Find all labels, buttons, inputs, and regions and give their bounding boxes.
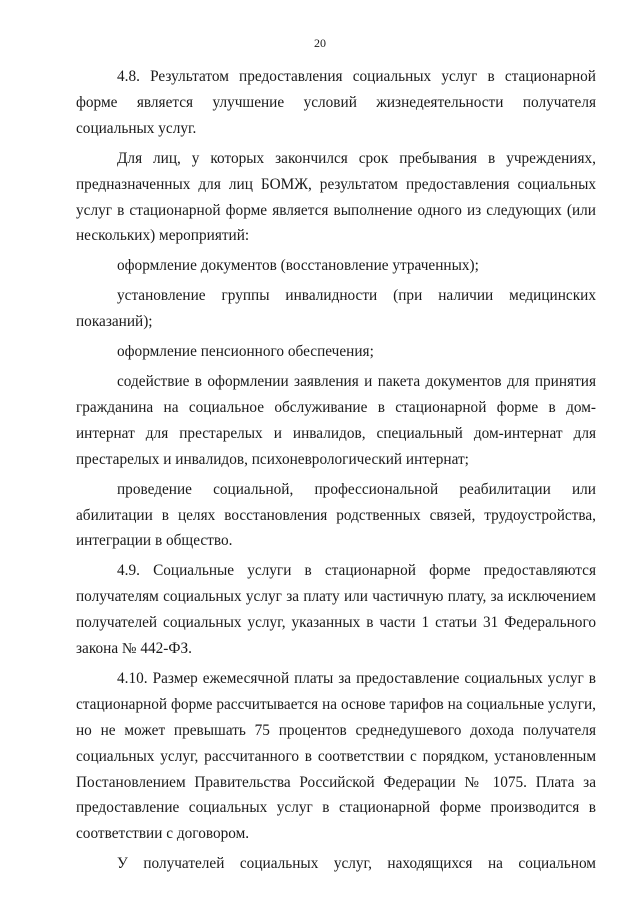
paragraph-continued: У получателей социальных услуг, находящихся на социальном xyxy=(117,855,596,873)
paragraph-4-10: 4.10. Размер ежемесячной платы за предоставление социальных услуг в стационарной форме рассчитывается на основе тарифов на социальные услуги, но не может превышать 75 процентов среднедушевого дохода получателя социальных услуг, рассчитанного в соответствии с порядком, установленным Постановлением Правительства Российской Федерации № 1075. Плата за предоставление социальных услуг в стационарной форме производится в соответствии с договором. xyxy=(76,669,596,843)
page-number: 20 xyxy=(314,36,326,50)
list-item-disability: установление группы инвалидности (при наличии медицинских показаний); xyxy=(76,287,596,331)
list-item-pension: оформление пенсионного обеспечения; xyxy=(117,343,374,361)
list-item-documents: оформление документов (восстановление утраченных); xyxy=(117,257,479,275)
paragraph-4-8: 4.8. Результатом предоставления социальных услуг в стационарной форме является улучшение условий жизнедеятельности получателя социальных услуг. xyxy=(76,68,596,137)
list-item-rehabilitation: проведение социальной, профессиональной реабилитации или абилитации в целях восстановления родственных связей, трудоустройства, интеграции в общество. xyxy=(76,480,596,550)
list-item-application-assistance: содействие в оформлении заявления и пакета документов для принятия гражданина на социальное обслуживание в стационарной форме в дом-интернат для престарелых и инвалидов, специальный дом-интернат для престарелых и инвалидов, психоневрологический интернат; xyxy=(76,372,596,468)
paragraph-bomzh-results: Для лиц, у которых закончился срок пребывания в учреждениях, предназначенных для лиц БОМЖ, результатом предоставления социальных услуг в стационарной форме является выполнение одного из следующих (или нескольких) мероприятий: xyxy=(76,149,596,245)
paragraph-4-9: 4.9. Социальные услуги в стационарной форме предоставляются получателям социальных услуг за плату или частичную плату, за исключением получателей социальных услуг, указанных в части 1 статьи 31 Федерального закона № 442-ФЗ. xyxy=(76,562,596,658)
document-body xyxy=(76,64,596,881)
